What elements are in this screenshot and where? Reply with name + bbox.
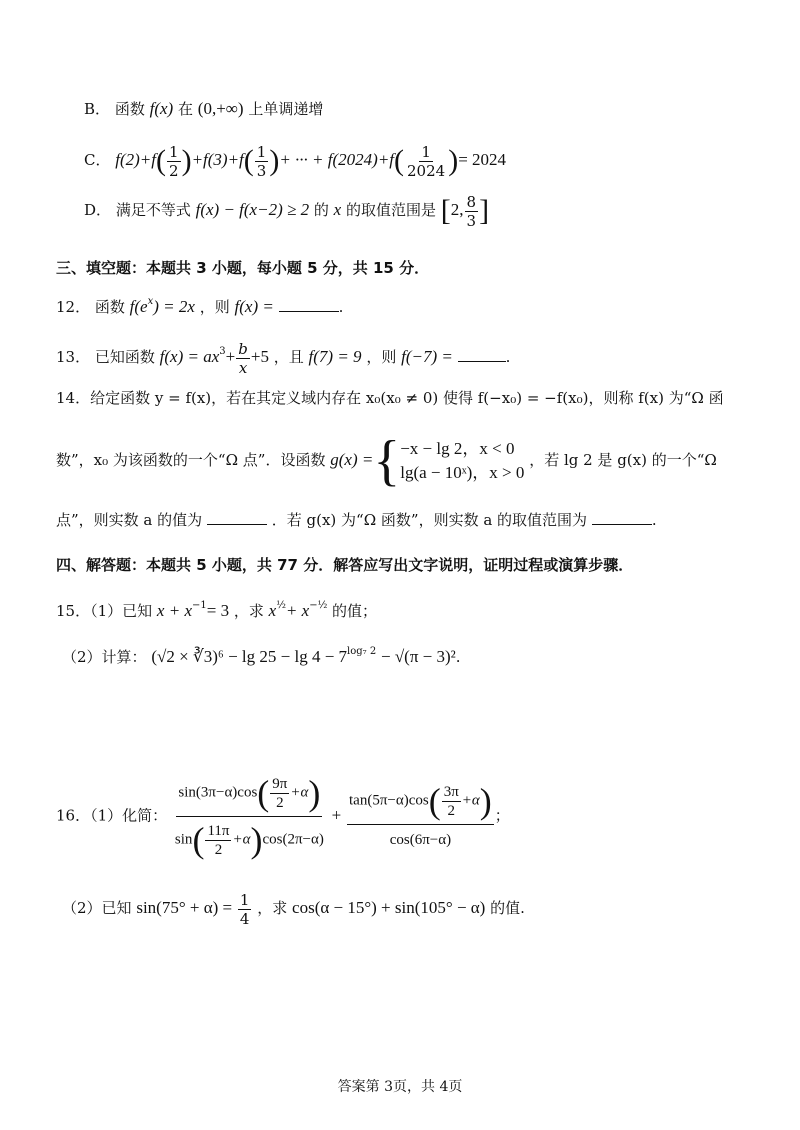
q15-part2-expr: (√2 × ∛3)⁶ − lg 25 − lg 4 − 7 xyxy=(151,647,348,666)
q15-part2-end: . xyxy=(455,648,461,666)
q15-part1-text: ，求 xyxy=(233,602,264,620)
q16-fraction-1 xyxy=(173,770,326,863)
option-b-fx: f(x) xyxy=(149,99,174,118)
q16-f1-num-b: +α xyxy=(290,784,309,801)
q12-number: 12． xyxy=(56,298,91,316)
q12-ask: f(x) = xyxy=(234,297,274,316)
q12-end: . xyxy=(338,298,344,316)
q16-f1-den-a: sin xyxy=(174,831,193,848)
q16-f2-num-b: +α xyxy=(461,792,480,809)
frac-num: 8 xyxy=(466,192,477,211)
fraction-third xyxy=(255,143,269,180)
q16-part1-label: （1）化简： xyxy=(90,806,168,825)
q13-expr1: f(x) = ax xyxy=(159,347,220,366)
q16-number: 16． xyxy=(56,806,91,825)
q16-fraction-1-den: sin( $\frac{11\pi}{2}$ +α)cos(2π−α) xyxy=(174,820,324,860)
q13-end: . xyxy=(505,348,511,366)
q12-text1: 函数 xyxy=(94,298,125,316)
q16-f1-den-b: +α xyxy=(232,831,251,848)
q14-case2: lg(a − 10ˣ)，x > 0 xyxy=(400,463,525,482)
q16-part1-end: ； xyxy=(494,806,510,825)
section-4-heading: 四、解答题：本题共 5 小题，共 77 分．解答应写出文字说明，证明过程或演算步骤． xyxy=(56,556,634,574)
option-d: D． 满足不等式 f(x) − f(x−2) ≥ 2 的 x 的取值范围是 [2, $\frac{8}{3}$ ] xyxy=(84,192,490,230)
q16-f2-num-a: tan(5π−α)cos xyxy=(349,792,429,809)
option-d-inequality: f(x) − f(x−2) ≥ 2 xyxy=(195,200,310,219)
option-b xyxy=(84,99,323,119)
option-b-text3: 上单调递增 xyxy=(248,100,324,118)
option-c-expr-a: f(2)+f xyxy=(115,150,157,169)
q14-answer-blank-2[interactable] xyxy=(592,510,652,525)
frac-num: b xyxy=(238,339,248,358)
option-c-expr-c: + ··· + f(2024)+f xyxy=(279,150,395,169)
q15-part2-sup: log₇ 2 xyxy=(347,646,377,657)
q13-text2: ，且 xyxy=(273,348,304,366)
option-d-label: D． xyxy=(84,201,112,219)
q13-text3: ，则 xyxy=(366,348,397,366)
option-d-text1: 满足不等式 xyxy=(115,201,191,219)
fraction-half xyxy=(167,143,181,180)
option-b-text: 函数 xyxy=(114,100,145,118)
option-d-range-start: 2, xyxy=(450,200,464,219)
q12-sup: x xyxy=(147,296,154,307)
question-14-line3 xyxy=(56,510,657,530)
q16-part2-fraction xyxy=(238,891,252,928)
q13-fraction xyxy=(236,340,250,377)
option-c-expr-b: +f(3)+f xyxy=(191,150,244,169)
option-c-expr-d: = 2024 xyxy=(458,150,507,169)
q15-condition-sup: −1 xyxy=(191,600,207,611)
frac-num: 1 xyxy=(239,890,250,909)
q15-part1-end: 的值； xyxy=(332,602,378,620)
q13-condition: f(7) = 9 xyxy=(308,347,362,366)
q12-expr: f(e xyxy=(129,297,148,316)
question-14-line2: 数”，x₀ 为该函数的一个“Ω 点”．设函数 g(x) ={ −x − lg 2，x < 0 lg(a − 10ˣ)，x > 0 ，若 lg 2 是 g(x) 的一个“Ω xyxy=(56,430,717,492)
q16-part2-expr: cos(α − 15°) + sin(105° − α) xyxy=(292,898,486,917)
q16-part2-label: （2）已知 xyxy=(62,899,132,917)
frac-den: 2 xyxy=(214,841,223,858)
question-15-part2 xyxy=(62,642,461,667)
q14-text-line2a: 数”，x₀ 为该函数的一个“Ω 点”．设函数 xyxy=(56,451,326,469)
option-b-interval: (0,+∞) xyxy=(197,99,244,118)
frac-den: 2024 xyxy=(407,161,446,180)
question-14-line1 xyxy=(56,388,724,408)
frac-den: 3 xyxy=(256,161,267,180)
page-footer: 答案第 3页，共 4页 xyxy=(337,1079,463,1095)
q14-text-line2b: ，若 lg 2 是 g(x) 的一个“Ω xyxy=(529,451,717,469)
frac-den: 4 xyxy=(239,909,250,928)
q13-answer-blank[interactable] xyxy=(458,347,506,362)
frac-den: 2 xyxy=(447,802,455,819)
q15-part1-label: （1）已知 xyxy=(90,602,153,620)
q15-expr-a-sup: ½ xyxy=(276,600,286,611)
q16-fraction-2-num: tan(5π−α)cos( $\frac{3\pi}{2}$ +α) xyxy=(347,778,494,825)
q16-fraction-2 xyxy=(347,778,494,855)
q12-expr2: ) = 2x xyxy=(153,297,195,316)
q12-answer-blank[interactable] xyxy=(279,297,339,312)
q14-number: 14． xyxy=(56,389,91,407)
frac-den: 2 xyxy=(169,161,179,180)
q13-text1: 已知函数 xyxy=(94,348,155,366)
q15-part2-label: （2）计算： xyxy=(62,648,147,666)
q16-f2-num-inner xyxy=(442,783,461,820)
q13-sup: 3 xyxy=(219,346,226,357)
q14-text-line3a: 点”，则实数 a 的值为 xyxy=(56,511,203,529)
option-c: C． f(2)+f( $\frac{1}{2}$ )+f(3)+f( $\frac{1}{3}$ )+ ··· + f(2024)+f( $\frac{1}{2024}$ )= 2024 xyxy=(84,142,507,180)
q14-piecewise xyxy=(400,437,524,485)
q14-case1: −x − lg 2，x < 0 xyxy=(400,439,515,458)
question-15-part1 xyxy=(56,588,377,629)
q15-part2-tail: − √(π − 3)² xyxy=(381,647,456,666)
q16-plus: + xyxy=(331,805,342,825)
option-c-label: C． xyxy=(84,151,111,169)
frac-num: 1 xyxy=(169,142,179,161)
q16-part2-text: ，求 xyxy=(257,899,288,917)
q15-number: 15． xyxy=(56,602,91,620)
q16-f1-den-inner xyxy=(205,822,231,859)
q16-f1-den-c: cos(2π−α) xyxy=(262,831,324,848)
q15-expr-a: x xyxy=(268,601,277,620)
frac-num: 1 xyxy=(421,142,431,161)
frac-num: 9π xyxy=(272,775,288,792)
q13-number: 13． xyxy=(56,348,91,366)
fraction-eight-thirds xyxy=(465,193,479,230)
question-13 xyxy=(56,332,510,377)
option-b-label: B． xyxy=(84,100,111,118)
q13-expr2: +5 xyxy=(250,347,269,366)
q13-ask: f(−7) = xyxy=(401,347,453,366)
frac-den: x xyxy=(238,358,248,377)
frac-den: 3 xyxy=(466,211,477,230)
q16-f1-num-inner xyxy=(270,775,289,812)
q14-end: . xyxy=(651,511,657,529)
q15-expr-b: + x xyxy=(285,601,310,620)
frac-num: 3π xyxy=(443,783,459,800)
q13-plus: + xyxy=(225,347,236,366)
q15-condition-eq: = 3 xyxy=(206,601,230,620)
option-b-text2: 在 xyxy=(177,100,193,118)
q16-fraction-1-num: sin(3π−α)cos( $\frac{9\pi}{2}$ +α) xyxy=(176,770,322,817)
option-d-text3: 的取值范围是 xyxy=(345,201,436,219)
option-d-var: x xyxy=(333,200,342,219)
q14-answer-blank-1[interactable] xyxy=(207,510,267,525)
q16-fraction-2-den: cos(6π−α) xyxy=(389,832,452,848)
question-12 xyxy=(56,292,343,317)
frac-num: 11π xyxy=(207,822,230,839)
question-16-part2 xyxy=(62,888,525,928)
option-d-text2: 的 xyxy=(313,201,329,219)
q12-text2: ，则 xyxy=(199,298,230,316)
frac-den: 2 xyxy=(276,794,284,811)
fraction-last xyxy=(405,143,447,180)
q15-expr-b-sup: −½ xyxy=(309,600,328,611)
q15-condition: x + x xyxy=(156,601,192,620)
q16-part2-condition: sin(75° + α) = xyxy=(136,898,233,917)
frac-num: 1 xyxy=(256,142,267,161)
q14-text-line3b: ．若 g(x) 为“Ω 函数”，则实数 a 的取值范围为 xyxy=(271,511,588,529)
question-16-part1 xyxy=(56,770,510,863)
q16-part2-end: 的值. xyxy=(490,899,525,917)
q14-text-line1: 给定函数 y = f(x)，若在其定义域内存在 x₀(x₀ ≠ 0) 使得 f(−x₀) = −f(x₀)，则称 f(x) 为“Ω 函 xyxy=(90,389,724,407)
section-3-heading: 三、填空题：本题共 3 小题，每小题 5 分，共 15 分． xyxy=(56,259,430,277)
q16-f1-num-a: sin(3π−α)cos xyxy=(178,784,258,801)
q14-gx: g(x) = xyxy=(330,450,374,469)
